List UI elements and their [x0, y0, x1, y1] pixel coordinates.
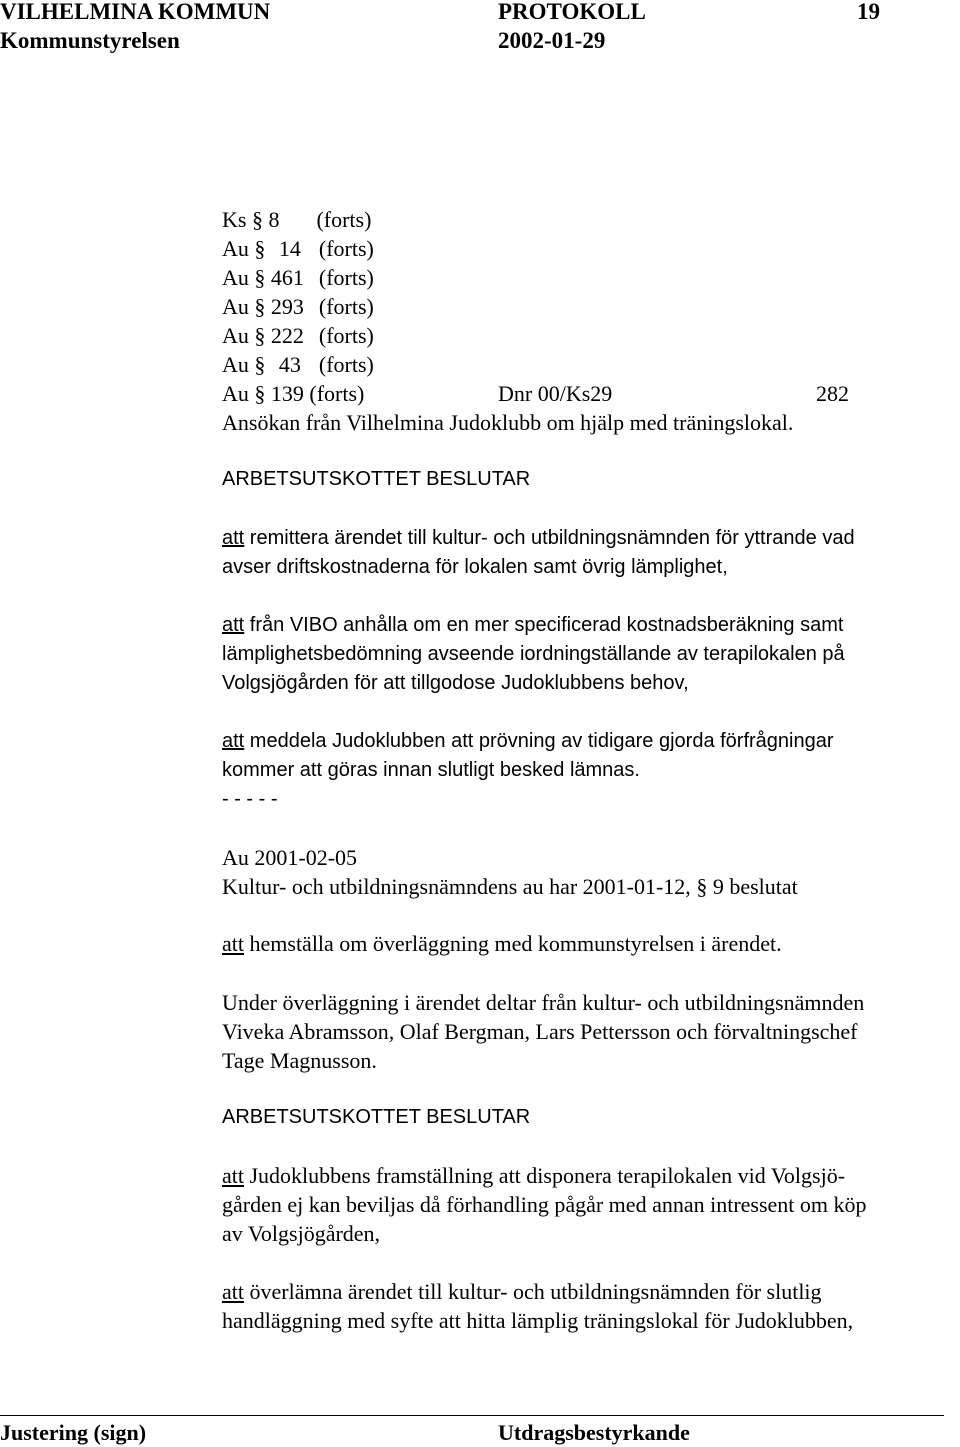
header-org: VILHELMINA KOMMUN	[0, 0, 271, 24]
dnr: Dnr 00/Ks29	[498, 381, 613, 406]
reference-line: Au § 222 (forts)	[222, 323, 374, 348]
au-block	[222, 843, 798, 901]
footer-justering: Justering (sign)	[0, 1420, 147, 1445]
reference-line: Au § 293 (forts)	[222, 294, 374, 319]
header-page-number: 19	[857, 0, 880, 24]
header-date: 2002-01-29	[498, 28, 606, 53]
att-label: att	[222, 614, 245, 636]
reference-line: Au § 14 (forts)	[222, 236, 374, 261]
att-label: att	[222, 931, 244, 956]
subject: Ansökan från Vilhelmina Judoklubb om hjälp med träningslokal.	[222, 410, 794, 435]
kun-item: att hemställa om överläggning med kommunstyrelsen i ärendet.	[222, 931, 782, 956]
deliberation: Under överläggning i ärendet deltar från kultur- och utbildningsnämnden Viveka Abramsson, Olaf Bergman, Lars Pettersson och förvaltningschef Tage Magnusson.	[222, 990, 865, 1073]
header-doc-type: PROTOKOLL	[498, 0, 646, 24]
reference-line: Ks § 8 (forts)	[222, 207, 372, 232]
au-date: Au 2001-02-05	[222, 845, 358, 870]
footer-utdragsbestyrkande: Utdragsbestyrkande	[498, 1420, 690, 1445]
att-label: att	[222, 730, 245, 752]
header-body: Kommunstyrelsen	[0, 28, 180, 53]
separator: - - - - -	[222, 788, 278, 810]
reference-line: Au § 43 (forts)	[222, 352, 374, 377]
section1-item: att remittera ärendet till kultur- och utbildningsnämnden för yttrande vad avser driftskostnaderna för lokalen samt övrig lämplighet,	[222, 527, 855, 578]
section1-item: att från VIBO anhålla om en mer specificerad kostnadsberäkning samt lämplighetsbedömning avseende iordningställande av terapilokalen på Volgsjögården för att tillgodose Judoklubbens behov,	[222, 614, 845, 694]
section1-heading: ARBETSUTSKOTTET BESLUTAR	[222, 468, 531, 490]
reference-line: Au § 461 (forts)	[222, 265, 374, 290]
section2-item: att överlämna ärendet till kultur- och utbildningsnämnden för slutlig handläggning med syfte att hitta lämplig träningslokal för Judoklubben,	[222, 1279, 854, 1333]
reference-list	[222, 205, 849, 437]
footer-rule	[0, 1415, 944, 1416]
section2-item: att Judoklubbens framställning att disponera terapilokalen vid Volgsjö- gården ej kan beviljas då förhandling pågår med annan intressent om köp av Volgsjögården,	[222, 1163, 867, 1246]
section1-item: att meddela Judoklubben att prövning av tidigare gjorda förfrågningar kommer att göras innan slutligt besked lämnas. - - - - -	[222, 727, 834, 814]
reference-line: Au § 139 (forts) Dnr 00/Ks29 282	[222, 381, 849, 406]
att-label: att	[222, 527, 245, 549]
kun-line: Kultur- och utbildningsnämndens au har 2001-01-12, § 9 beslutat	[222, 874, 798, 899]
att-label: att	[222, 1279, 244, 1304]
section2-heading: ARBETSUTSKOTTET BESLUTAR	[222, 1106, 531, 1128]
ref-number: 282	[816, 381, 849, 406]
att-label: att	[222, 1163, 244, 1188]
